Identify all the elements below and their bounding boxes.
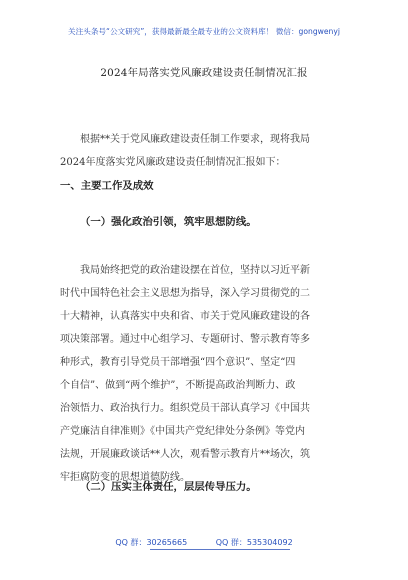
body-line: 项决策部署。通过中心组学习、专题研讨、警示教育等多 bbox=[60, 334, 310, 345]
body-line: 治领悟力、政治执行力。组织党员干部认真学习《中国共 bbox=[60, 403, 310, 414]
header-banner: 关注头条号“公文研究”，获得最新最全最专业的公文资料库！ 微信：gongwenyj bbox=[68, 27, 340, 36]
qq-group-1: QQ 群：30265665 bbox=[115, 538, 188, 547]
body-line: 产党廉洁自律准则》《中国共产党纪律处分条例》等党内 bbox=[60, 426, 305, 437]
footer bbox=[0, 537, 408, 548]
intro-line: 2024年度落实党风廉政建设责任制情况汇报如下： bbox=[60, 157, 286, 168]
body-line: 牢拒腐防变的思想道德防线。 bbox=[60, 472, 190, 483]
page-title: 2024年局落实党风廉政建设责任制情况汇报 bbox=[100, 67, 308, 79]
body-line: 时代中国特色社会主义思想为指导，深入学习贯彻党的二 bbox=[60, 288, 310, 299]
body-line: 十大精神，认真落实中央和省、市关于党风廉政建设的各 bbox=[60, 311, 310, 322]
section-heading: 一、主要工作及成效 bbox=[60, 180, 154, 192]
body-line: 种形式，教育引导党员干部增强“四个意识”、坚定“四 bbox=[60, 357, 296, 368]
intro-line: 根据**关于党风廉政建设责任制工作要求，现将我局 bbox=[80, 134, 310, 145]
body-line: 个自信”、做到“两个维护”，不断提高政治判断力、政 bbox=[60, 380, 296, 391]
footer-divider bbox=[150, 549, 290, 550]
body-line: 我局始终把党的政治建设摆在首位，坚持以习近平新 bbox=[80, 265, 310, 276]
qq-group-2: QQ 群：535304092 bbox=[215, 538, 293, 547]
subsection-heading: （一）强化政治引领，筑牢思想防线。 bbox=[80, 216, 257, 228]
body-paragraph bbox=[60, 259, 360, 489]
body-line: 法规，开展廉政谈话**人次，观看警示教育片**场次，筑 bbox=[60, 449, 310, 460]
intro-paragraph bbox=[60, 128, 360, 174]
subsection-heading: （二）压实主体责任，层层传导压力。 bbox=[80, 481, 257, 493]
